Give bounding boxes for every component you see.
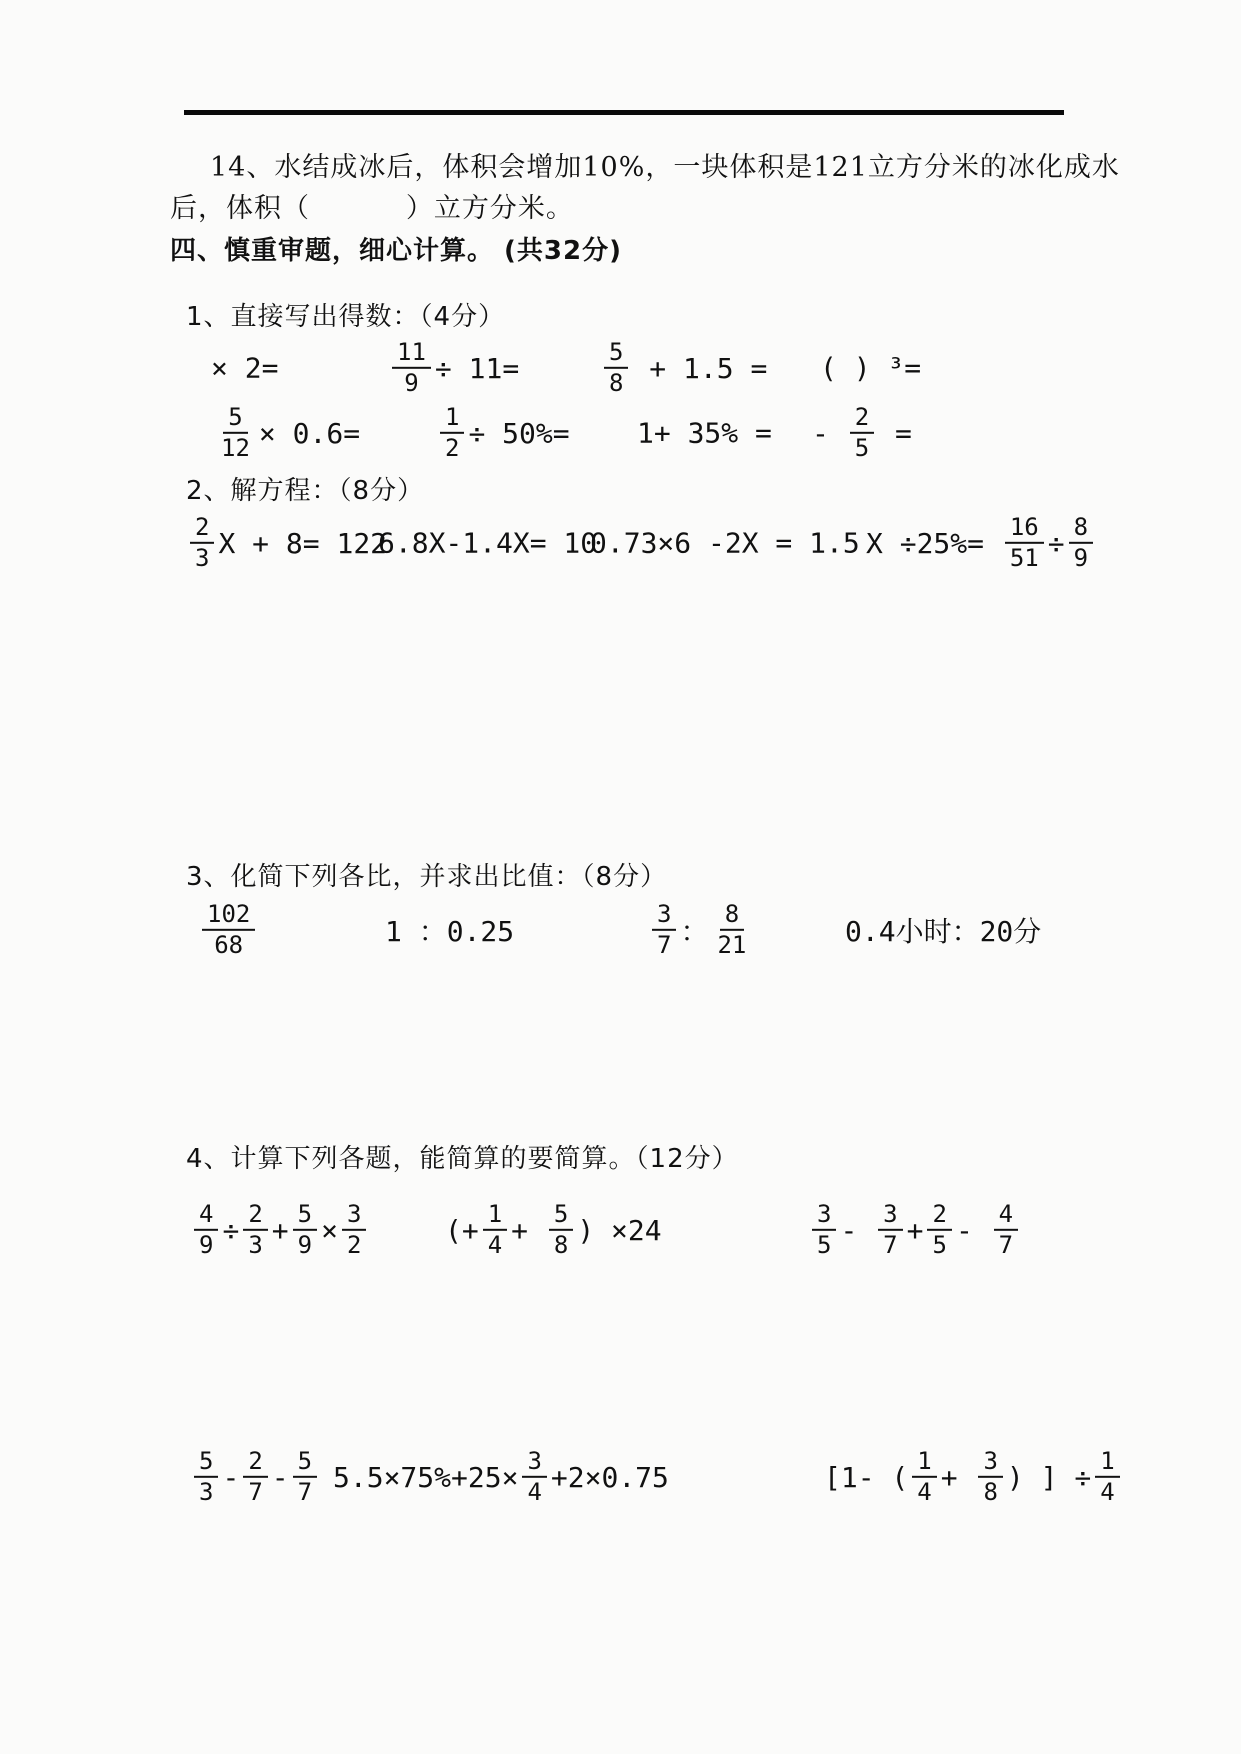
fraction-denominator: 4 <box>527 1478 542 1506</box>
fraction-numerator: 16 <box>1005 515 1044 544</box>
fraction-numerator: 8 <box>720 902 744 931</box>
fraction-numerator: 5 <box>223 405 247 434</box>
p3-title: 3、化简下列各比，并求出比值：（8分） <box>186 862 668 892</box>
p2-expr1 <box>186 512 388 572</box>
fraction-numerator: 5 <box>194 1449 218 1478</box>
fraction-numerator: 4 <box>994 1202 1018 1231</box>
fraction-denominator: 7 <box>883 1231 898 1259</box>
fraction-numerator: 102 <box>202 902 255 931</box>
p4-row1-expr1 <box>190 1199 370 1259</box>
p1-row1-expr2 <box>388 337 520 397</box>
fraction-denominator: 21 <box>717 931 747 959</box>
p2-expr3 <box>590 527 860 560</box>
fraction-denominator: 2 <box>445 434 460 462</box>
fraction-denominator: 7 <box>657 931 672 959</box>
expr-text: - <box>840 1213 875 1247</box>
fraction <box>293 1446 317 1506</box>
expr-text: ) ] ÷ <box>1006 1460 1092 1494</box>
fraction <box>194 1199 218 1259</box>
fraction-denominator: 7 <box>998 1231 1014 1259</box>
expr-text: - <box>812 416 846 450</box>
fraction-numerator: 1 <box>1095 1449 1119 1478</box>
fraction <box>549 1199 573 1259</box>
fraction <box>522 1446 546 1506</box>
expr-text: - <box>271 1460 289 1494</box>
fraction <box>912 1446 936 1506</box>
fraction <box>1095 1446 1119 1506</box>
expr-text: 0.73×6 -2X = 1.5 <box>590 526 860 560</box>
p3-expr3 <box>648 899 755 959</box>
fraction-denominator: 9 <box>1073 544 1089 572</box>
fraction-numerator: 2 <box>927 1202 951 1231</box>
expr-text: 1+ 35% = <box>637 416 772 450</box>
expr-text: ) ×24 <box>577 1213 662 1247</box>
expr-text: [1- ( <box>824 1460 909 1494</box>
fraction-denominator: 3 <box>248 1231 263 1259</box>
fraction-denominator: 4 <box>917 1478 932 1506</box>
p3-expr1 <box>198 899 259 959</box>
p1-row2-expr1 <box>212 402 361 462</box>
expr-text: + 1.5 = <box>632 351 768 385</box>
fraction <box>712 899 751 959</box>
fraction-numerator: 4 <box>194 1202 218 1231</box>
fraction-denominator: 9 <box>404 369 419 397</box>
fraction-numerator: 5 <box>293 1449 317 1478</box>
p1-row2-expr4 <box>812 402 912 462</box>
fraction-denominator: 7 <box>248 1478 263 1506</box>
fraction-denominator: 3 <box>199 1478 214 1506</box>
expr-text: + <box>940 1460 975 1494</box>
fraction <box>978 1446 1002 1506</box>
fraction <box>293 1199 317 1259</box>
fraction-numerator: 2 <box>243 1449 267 1478</box>
fraction <box>850 402 874 462</box>
expr-text: - <box>955 1213 990 1247</box>
p1-row1-expr1 <box>211 352 278 385</box>
fraction-numerator: 5 <box>293 1202 317 1231</box>
expr-text: + <box>271 1213 289 1247</box>
expr-text: 1 ：0.25 <box>385 915 515 948</box>
fraction-numerator: 3 <box>878 1202 902 1231</box>
p1-title: 1、直接写出得数：（4分） <box>186 302 506 332</box>
fraction-denominator: 12 <box>221 434 250 462</box>
fraction-denominator: 4 <box>487 1231 503 1259</box>
fraction-denominator: 7 <box>297 1478 313 1506</box>
fraction-numerator: 2 <box>850 405 874 434</box>
expr-text: ÷ <box>222 1213 240 1247</box>
fraction <box>243 1199 267 1259</box>
p2-title: 2、解方程：（8分） <box>186 476 425 506</box>
expr-text: (+ <box>445 1213 479 1247</box>
section4-heading: 四、慎重审题，细心计算。 (共32分) <box>170 236 622 266</box>
fraction <box>483 1199 507 1259</box>
fraction-denominator: 4 <box>1100 1478 1115 1506</box>
p4-row2-expr1 <box>190 1446 321 1506</box>
p1-row1-expr4 <box>820 352 921 385</box>
p1-row2-expr3 <box>637 417 772 450</box>
fraction-denominator: 9 <box>297 1231 313 1259</box>
expr-text: - <box>222 1460 240 1494</box>
p3-expr4 <box>845 910 1041 950</box>
fraction-denominator: 68 <box>214 931 244 959</box>
fraction <box>194 1446 218 1506</box>
fraction <box>604 337 628 397</box>
expr-text: ÷ 50%= <box>468 416 570 450</box>
expr-text: 5.5×75%+25× <box>333 1460 519 1494</box>
expr-text: X ÷25%= <box>866 526 1001 560</box>
fraction-numerator: 1 <box>912 1449 936 1478</box>
fraction-denominator: 9 <box>199 1231 214 1259</box>
p3-expr2 <box>385 910 514 950</box>
fraction-numerator: 3 <box>812 1202 836 1231</box>
expr-text: ( ) ³= <box>820 351 922 385</box>
fraction-numerator: 1 <box>483 1202 507 1231</box>
fraction <box>440 402 464 462</box>
expr-text: × 2= <box>211 351 279 385</box>
expr-text: ÷ 11= <box>434 351 520 385</box>
expr-text: ÷ <box>1047 526 1065 560</box>
expr-text: + <box>511 1213 545 1247</box>
p1-row2-expr2 <box>436 402 570 462</box>
fraction-numerator: 2 <box>243 1202 267 1231</box>
fraction-denominator: 5 <box>932 1231 947 1259</box>
expr-text: 6.8X-1.4X= 10 <box>378 526 598 560</box>
p4-row1-expr3 <box>808 1199 1022 1259</box>
fraction-numerator: 3 <box>342 1202 366 1231</box>
p4-row2-expr3 <box>824 1446 1124 1506</box>
fraction-numerator: 8 <box>1069 515 1093 544</box>
p1-row1-expr3 <box>600 337 768 397</box>
p2-expr2 <box>378 527 597 560</box>
p4-title: 4、计算下列各题，能简算的要简算。（12分） <box>186 1144 739 1174</box>
fraction-denominator: 3 <box>195 544 210 572</box>
fraction-numerator: 2 <box>190 515 214 544</box>
fraction-numerator: 3 <box>652 902 676 931</box>
fraction-denominator: 5 <box>817 1231 832 1259</box>
fraction <box>994 1199 1018 1259</box>
fraction-numerator: 1 <box>440 405 464 434</box>
fraction-denominator: 8 <box>553 1231 569 1259</box>
fraction <box>927 1199 951 1259</box>
fraction-numerator: 5 <box>604 340 628 369</box>
p4-row1-expr2 <box>445 1199 662 1259</box>
q14-line1: 14、水结成冰后，体积会增加10%，一块体积是121立方分米的冰化成水 <box>210 152 1120 183</box>
fraction-numerator: 3 <box>978 1449 1002 1478</box>
fraction-numerator: 11 <box>392 340 431 369</box>
fraction <box>1005 512 1044 572</box>
fraction <box>216 402 255 462</box>
expr-text: = <box>878 416 912 450</box>
p2-expr4 <box>866 512 1097 572</box>
fraction <box>812 1199 836 1259</box>
q14-line2: 后，体积（ ）立方分米。 <box>170 193 574 224</box>
fraction <box>878 1199 902 1259</box>
expr-text: + <box>906 1213 924 1247</box>
p4-row2-expr2 <box>333 1446 669 1506</box>
expr-text: 0.4小时：20分 <box>845 915 1042 948</box>
expr-text: +2×0.75 <box>550 1460 669 1494</box>
fraction-numerator: 3 <box>522 1449 546 1478</box>
fraction <box>202 899 255 959</box>
fraction-denominator: 5 <box>854 434 870 462</box>
fraction-denominator: 8 <box>983 1478 998 1506</box>
top-rule <box>184 110 1064 115</box>
fraction-denominator: 51 <box>1009 544 1039 572</box>
fraction-numerator: 5 <box>549 1202 573 1231</box>
fraction <box>392 337 431 397</box>
fraction <box>190 512 214 572</box>
fraction-denominator: 2 <box>346 1231 362 1259</box>
expr-text: × <box>321 1213 338 1247</box>
fraction <box>243 1446 267 1506</box>
expr-text: × 0.6= <box>258 416 361 450</box>
fraction-denominator: 8 <box>609 369 624 397</box>
fraction <box>1069 512 1093 572</box>
fraction <box>652 899 676 959</box>
fraction <box>342 1199 366 1259</box>
expr-text: ： <box>680 915 709 948</box>
expr-text: X + 8= 122 <box>218 526 388 560</box>
